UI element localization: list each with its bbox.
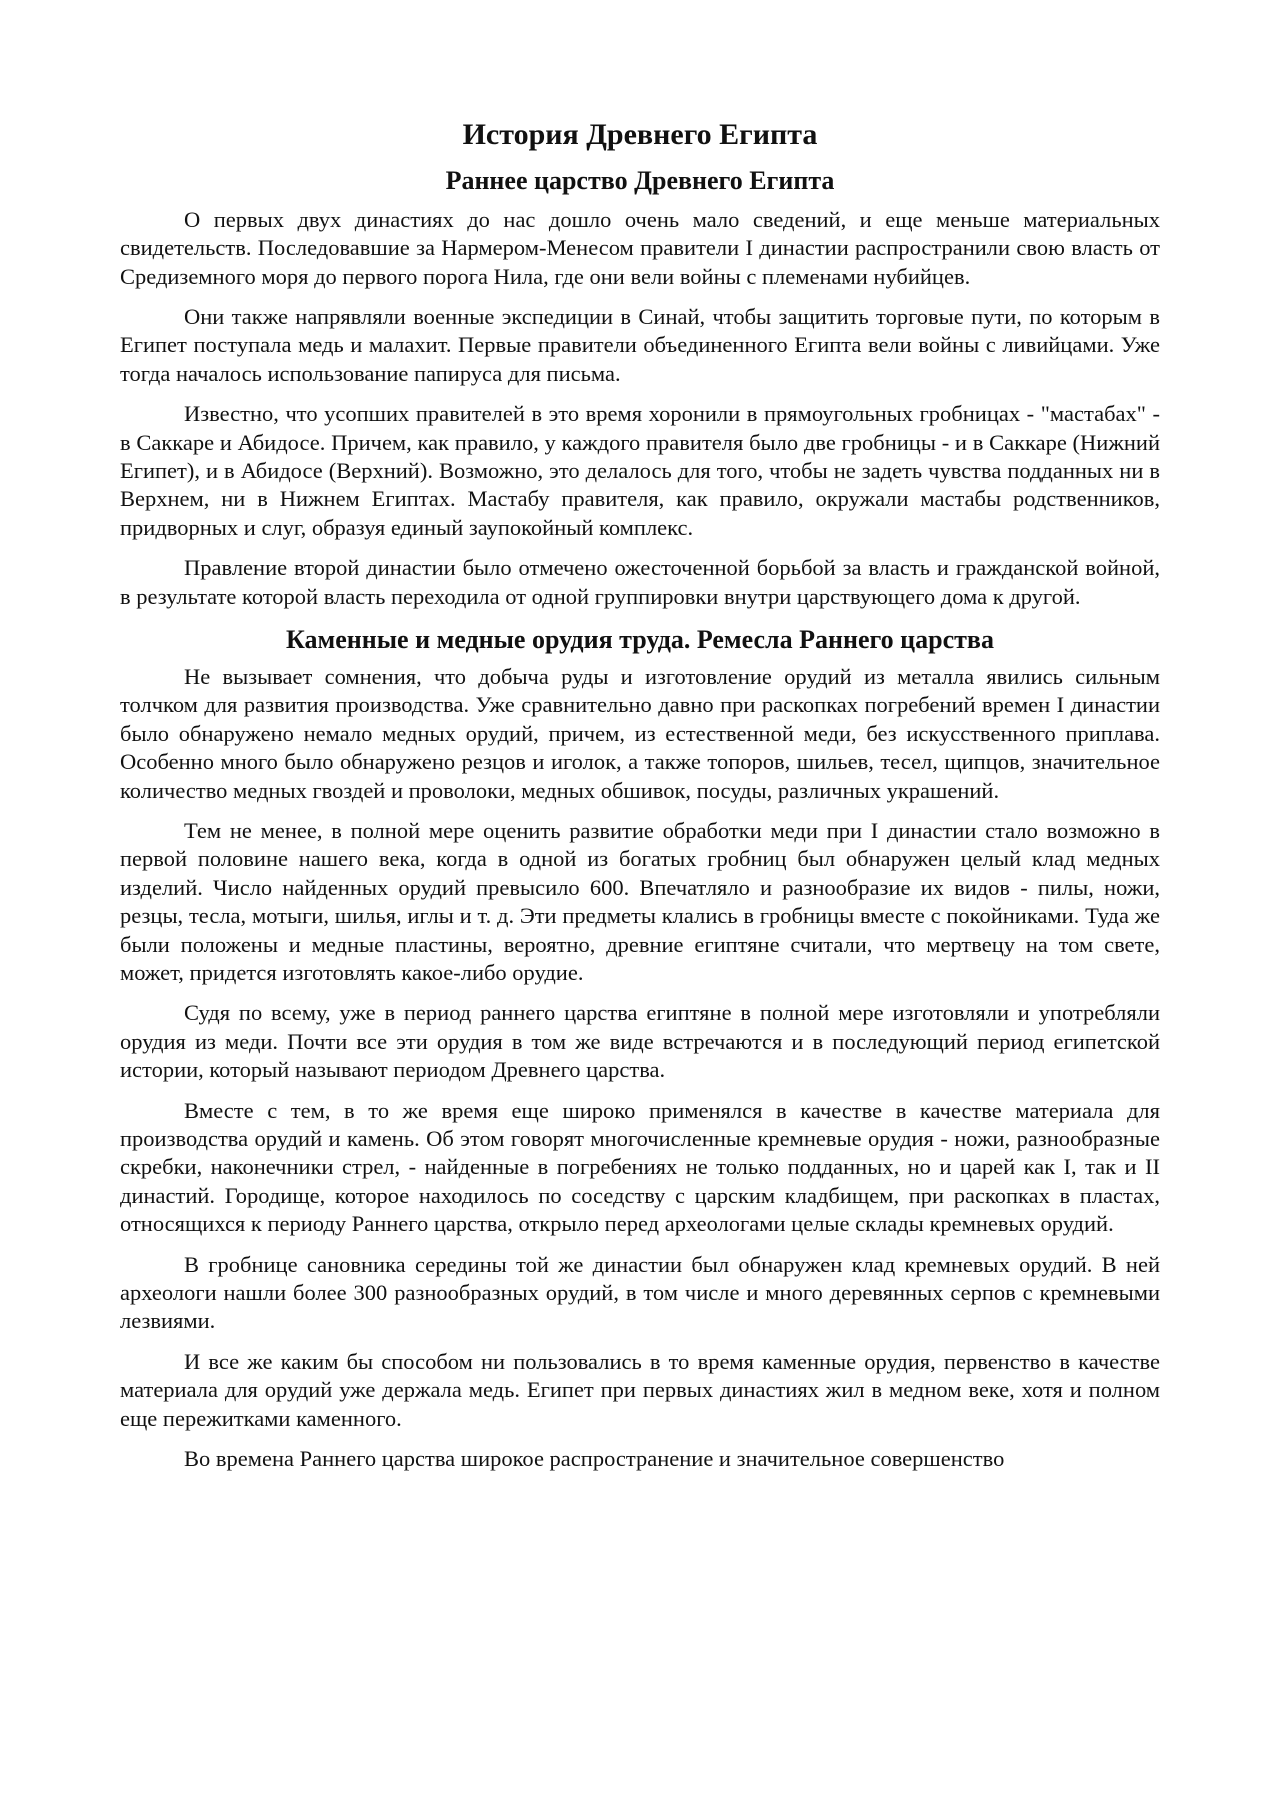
- section-tools-crafts: [120, 623, 1160, 1473]
- paragraph: О первых двух династиях до нас дошло очень мало сведений, и еще меньше материальных свидетельств. Последовавшие за Нармером-Менесом правители I династии распространили свою власть от Средиземного моря до первого порога Нила, где они вели войны с племенами нубийцев.: [120, 206, 1160, 289]
- section-early-kingdom: [120, 164, 1160, 611]
- paragraph: В гробнице сановника середины той же династии был обнаружен клад кремневых орудий. В ней археологи нашли более 300 разнообразных орудий, в том числе и много деревянных серпов с кремневыми лезвиями.: [120, 1251, 1160, 1334]
- document-page: [120, 115, 1160, 1485]
- paragraph: Во времена Раннего царства широкое распространение и значительное совершенство: [184, 1446, 1005, 1472]
- paragraph: Тем не менее, в полной мере оценить развитие обработки меди при I династии стало возможно в первой половине нашего века, когда в одной из богатых гробниц был обнаружен целый клад медных изделий. Число найденных орудий превысило 600. Впечатляло и разнообразие их видов - пилы, ножи, резцы, тесла, мотыги, шилья, иглы и т. д. Эти предметы клались в гробницы вместе с покойниками. Туда же были положены и медные пластины, вероятно, древние египтяне считали, что мертвецу на том свете, может, придется изготовлять какое-либо орудие.: [120, 817, 1160, 985]
- paragraph: Известно, что усопших правителей в это время хоронили в прямоугольных гробницах - "мастабах" - в Саккаре и Абидосе. Причем, как правило, у каждого правителя было две гробницы - и в Саккаре (Нижний Египет), и в Абидосе (Верхний). Возможно, это делалось для того, чтобы не задеть чувства подданных ни в Верхнем, ни в Нижнем Египтах. Мастабу правителя, как правило, окружали мастабы родственников, придворных и слуг, образуя единый заупокойный комплекс.: [120, 401, 1160, 540]
- paragraph: Не вызывает сомнения, что добыча руды и изготовление орудий из металла явились сильным толчком для развития производства. Уже сравнительно давно при раскопках погребений времен I династии было обнаружено немало медных орудий, причем, из естественной меди, без искусственного приплава. Особенно много было обнаружено резцов и иголок, а также топоров, шильев, тесел, щипцов, значительное количество медных гвоздей и проволоки, медных обшивок, посуды, различных украшений.: [120, 663, 1160, 803]
- section-heading: Раннее царство Древнего Египта: [445, 166, 835, 195]
- paragraph: И все же каким бы способом ни пользовались в то время каменные орудия, первенство в качестве материала для орудий уже держала медь. Египет при первых династиях жил в медном веке, хотя и полном еще пережитками каменного.: [120, 1348, 1160, 1431]
- section-heading: Каменные и медные орудия труда. Ремесла Раннего царства: [286, 625, 994, 655]
- paragraph: Они также напрявляли военные экспедиции в Синай, чтобы защитить торговые пути, по которым в Египет поступала медь и малахит. Первые правители объединенного Египта вели войны с ливийцами. Уже тогда началось использование папируса для письма.: [120, 304, 1160, 386]
- document-title: История Древнего Египта: [462, 118, 818, 151]
- paragraph: Правление второй династии было отмечено ожесточенной борьбой за власть и гражданской войной, в результате которой власть переходила от одной группировки внутри царствующего дома к другой.: [120, 555, 1160, 609]
- paragraph: Судя по всему, уже в период раннего царства египтяне в полной мере изготовляли и употребляли орудия из меди. Почти все эти орудия в том же виде встречаются и в последующий период египетской истории, который называют периодом Древнего царства.: [120, 1000, 1160, 1083]
- paragraph: Вместе с тем, в то же время еще широко применялся в качестве в качестве материала для производства орудий и камень. Об этом говорят многочисленные кремневые орудия - ножи, разнообразные скребки, наконечники стрел, - найденные в погребениях не только подданных, но и царей как I, так и II династий. Городище, которое находилось по соседству с царским кладбищем, при раскопках в пластах, относящихся к периоду Раннего царства, открыло перед археологами целые склады кремневых орудий.: [120, 1097, 1160, 1237]
